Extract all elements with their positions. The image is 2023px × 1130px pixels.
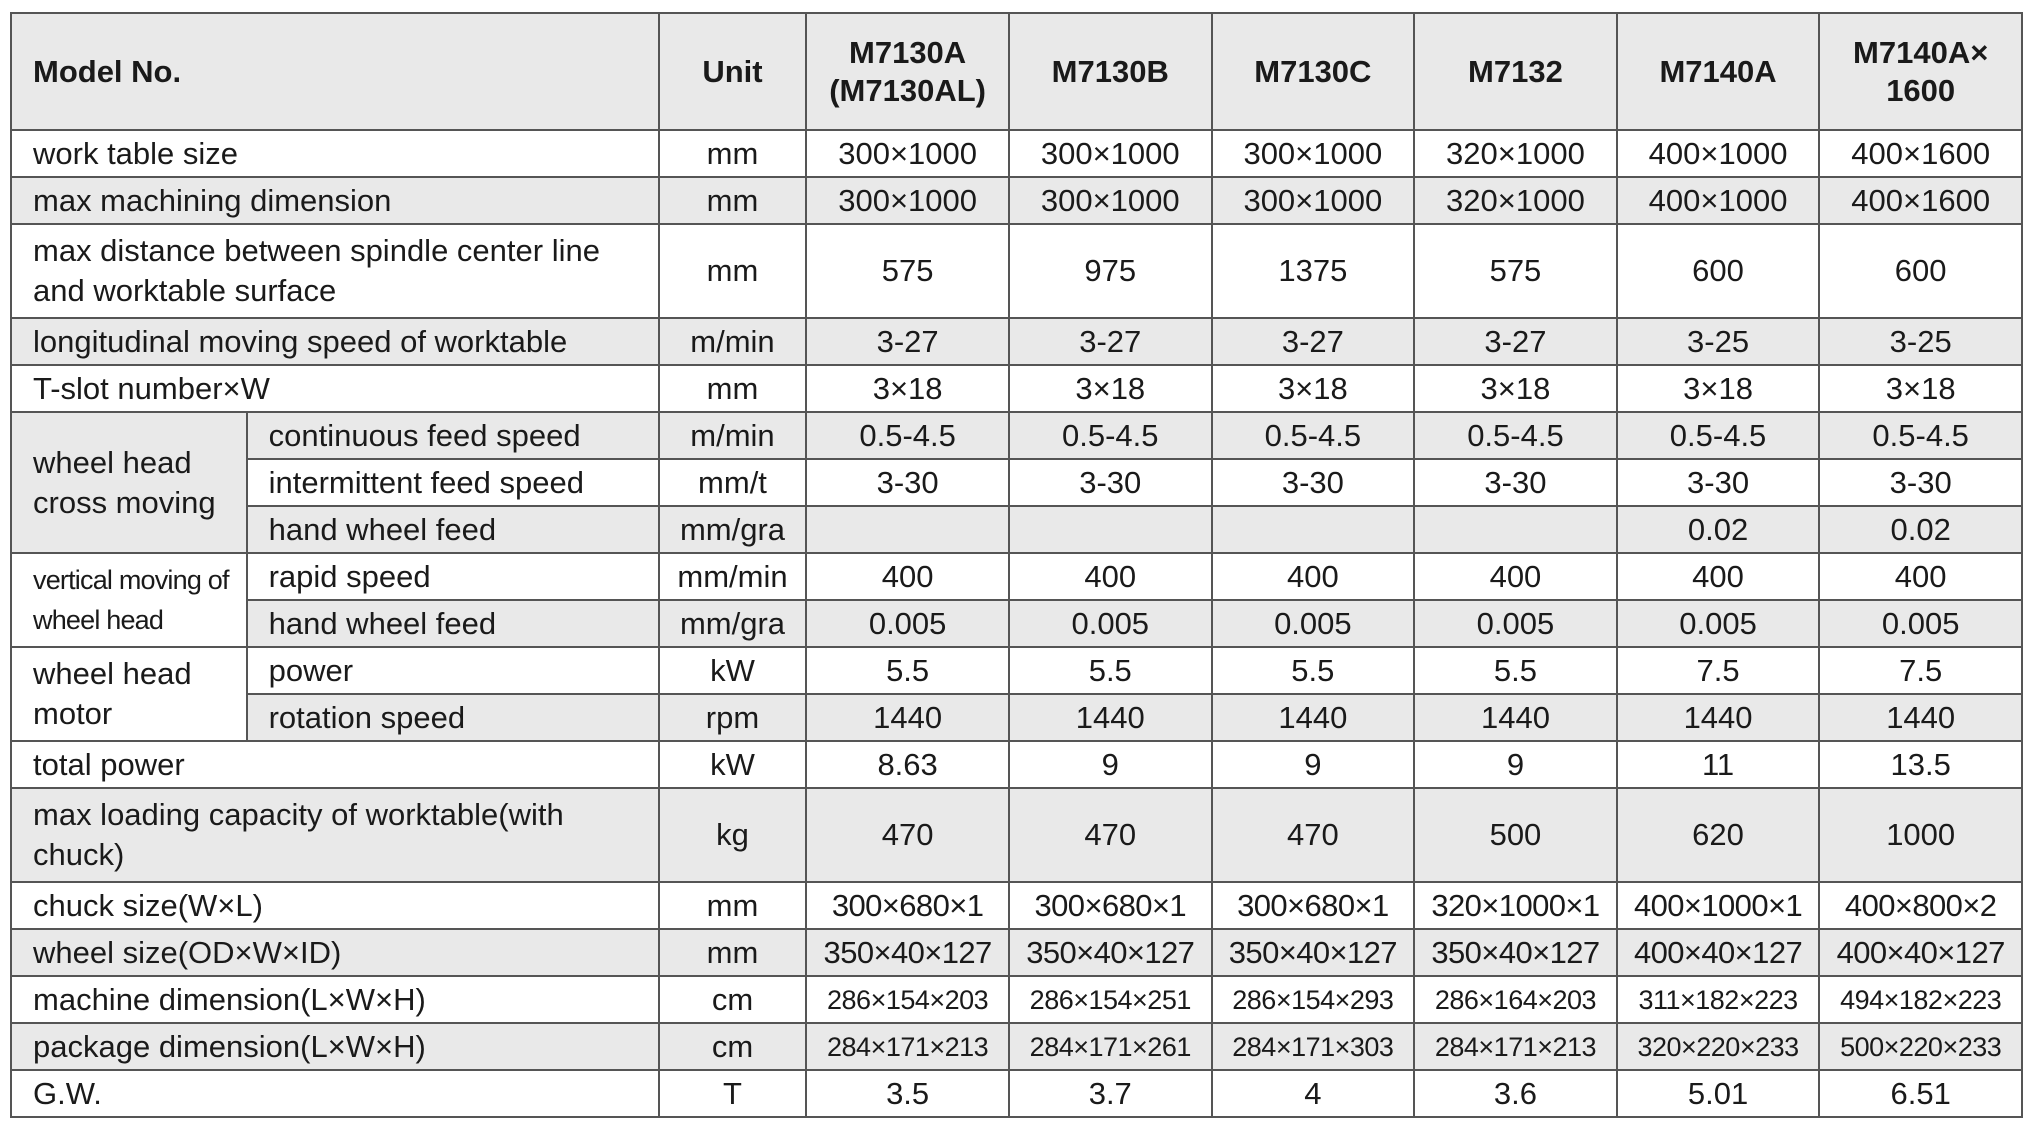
- value-cell: 0.5-4.5: [1212, 412, 1415, 459]
- row-unit: mm: [659, 365, 807, 412]
- row-label: wheel size(OD×W×ID): [11, 929, 659, 976]
- value-cell: 9: [1212, 741, 1415, 788]
- value-cell: 284×171×213: [1414, 1023, 1617, 1070]
- value-cell: 3-30: [806, 459, 1009, 506]
- row-unit: mm: [659, 882, 807, 929]
- row-label: max loading capacity of worktable(with chuck): [11, 788, 659, 882]
- value-cell: 3-30: [1009, 459, 1212, 506]
- value-cell: 286×154×251: [1009, 976, 1212, 1023]
- value-cell: 0.005: [1009, 600, 1212, 647]
- row-unit: m/min: [659, 412, 807, 459]
- group-label: vertical moving of wheel head: [11, 553, 247, 647]
- row-label: chuck size(W×L): [11, 882, 659, 929]
- row-label: rapid speed: [247, 553, 659, 600]
- value-cell: 400×1000×1: [1617, 882, 1820, 929]
- value-cell: 5.5: [1212, 647, 1415, 694]
- table-row: [11, 224, 2022, 318]
- value-cell: 320×1000: [1414, 130, 1617, 177]
- value-cell: 286×164×203: [1414, 976, 1617, 1023]
- table-row: [11, 177, 2022, 224]
- row-unit: kW: [659, 741, 807, 788]
- value-cell: [1414, 506, 1617, 553]
- row-unit: kg: [659, 788, 807, 882]
- table-row: [11, 647, 2022, 694]
- value-cell: 300×1000: [1009, 130, 1212, 177]
- row-unit: mm/gra: [659, 506, 807, 553]
- unit-header: Unit: [659, 13, 807, 130]
- table-row: [11, 788, 2022, 882]
- spec-table-body: [11, 13, 2022, 1117]
- value-cell: 5.01: [1617, 1070, 1820, 1117]
- model-header: M7140A× 1600: [1819, 13, 2022, 130]
- row-unit: m/min: [659, 318, 807, 365]
- row-label: max machining dimension: [11, 177, 659, 224]
- value-cell: 600: [1819, 224, 2022, 318]
- value-cell: 3.5: [806, 1070, 1009, 1117]
- row-unit: mm/t: [659, 459, 807, 506]
- value-cell: 13.5: [1819, 741, 2022, 788]
- row-label: intermittent feed speed: [247, 459, 659, 506]
- value-cell: 6.51: [1819, 1070, 2022, 1117]
- value-cell: 400×1000: [1617, 177, 1820, 224]
- row-label: rotation speed: [247, 694, 659, 741]
- value-cell: 9: [1009, 741, 1212, 788]
- row-label: continuous feed speed: [247, 412, 659, 459]
- table-row: [11, 412, 2022, 459]
- row-unit: mm: [659, 929, 807, 976]
- value-cell: 3×18: [1414, 365, 1617, 412]
- value-cell: 300×680×1: [806, 882, 1009, 929]
- row-label: machine dimension(L×W×H): [11, 976, 659, 1023]
- value-cell: [1212, 506, 1415, 553]
- value-cell: 400: [1617, 553, 1820, 600]
- value-cell: 286×154×293: [1212, 976, 1415, 1023]
- value-cell: 0.5-4.5: [806, 412, 1009, 459]
- value-cell: 0.02: [1617, 506, 1820, 553]
- value-cell: 7.5: [1617, 647, 1820, 694]
- value-cell: 600: [1617, 224, 1820, 318]
- value-cell: 3-27: [1009, 318, 1212, 365]
- row-unit: mm: [659, 130, 807, 177]
- table-row: [11, 1023, 2022, 1070]
- value-cell: 1440: [1617, 694, 1820, 741]
- value-cell: 9: [1414, 741, 1617, 788]
- value-cell: 400×1600: [1819, 177, 2022, 224]
- value-cell: 350×40×127: [1212, 929, 1415, 976]
- value-cell: 3-30: [1819, 459, 2022, 506]
- row-unit: mm/gra: [659, 600, 807, 647]
- table-row: [11, 600, 2022, 647]
- value-cell: 1440: [806, 694, 1009, 741]
- value-cell: 300×1000: [806, 177, 1009, 224]
- value-cell: 320×220×233: [1617, 1023, 1820, 1070]
- value-cell: 400×1000: [1617, 130, 1820, 177]
- value-cell: 0.5-4.5: [1819, 412, 2022, 459]
- table-row: [11, 1070, 2022, 1117]
- table-row: [11, 506, 2022, 553]
- row-unit: cm: [659, 976, 807, 1023]
- value-cell: 3×18: [1819, 365, 2022, 412]
- value-cell: 975: [1009, 224, 1212, 318]
- row-label: work table size: [11, 130, 659, 177]
- model-header: M7132: [1414, 13, 1617, 130]
- value-cell: 400×40×127: [1819, 929, 2022, 976]
- table-row: [11, 318, 2022, 365]
- value-cell: 5.5: [806, 647, 1009, 694]
- value-cell: 470: [1212, 788, 1415, 882]
- row-unit: mm/min: [659, 553, 807, 600]
- value-cell: 400×40×127: [1617, 929, 1820, 976]
- model-header: M7130B: [1009, 13, 1212, 130]
- value-cell: 0.005: [1212, 600, 1415, 647]
- value-cell: 300×1000: [1009, 177, 1212, 224]
- value-cell: 0.5-4.5: [1617, 412, 1820, 459]
- row-label: max distance between spindle center line and worktable surface: [11, 224, 659, 318]
- row-unit: cm: [659, 1023, 807, 1070]
- value-cell: 620: [1617, 788, 1820, 882]
- model-header: M7140A: [1617, 13, 1820, 130]
- value-cell: 470: [806, 788, 1009, 882]
- value-cell: 1440: [1212, 694, 1415, 741]
- value-cell: 3.6: [1414, 1070, 1617, 1117]
- value-cell: 1000: [1819, 788, 2022, 882]
- value-cell: [1009, 506, 1212, 553]
- value-cell: 300×680×1: [1009, 882, 1212, 929]
- value-cell: 575: [806, 224, 1009, 318]
- table-row: [11, 694, 2022, 741]
- value-cell: 0.005: [806, 600, 1009, 647]
- value-cell: 1375: [1212, 224, 1415, 318]
- row-label: power: [247, 647, 659, 694]
- value-cell: 311×182×223: [1617, 976, 1820, 1023]
- value-cell: 400×800×2: [1819, 882, 2022, 929]
- value-cell: 0.5-4.5: [1414, 412, 1617, 459]
- row-unit: kW: [659, 647, 807, 694]
- value-cell: 284×171×261: [1009, 1023, 1212, 1070]
- row-label: hand wheel feed: [247, 600, 659, 647]
- value-cell: 3×18: [1009, 365, 1212, 412]
- value-cell: 3-27: [806, 318, 1009, 365]
- value-cell: 350×40×127: [1009, 929, 1212, 976]
- value-cell: 3-30: [1212, 459, 1415, 506]
- table-row: [11, 741, 2022, 788]
- value-cell: 5.5: [1009, 647, 1212, 694]
- table-row: [11, 882, 2022, 929]
- value-cell: 0.005: [1617, 600, 1820, 647]
- row-label: G.W.: [11, 1070, 659, 1117]
- row-label: hand wheel feed: [247, 506, 659, 553]
- table-row: [11, 459, 2022, 506]
- model-header: M7130A (M7130AL): [806, 13, 1009, 130]
- value-cell: 400: [1212, 553, 1415, 600]
- value-cell: 8.63: [806, 741, 1009, 788]
- value-cell: 320×1000×1: [1414, 882, 1617, 929]
- value-cell: 575: [1414, 224, 1617, 318]
- value-cell: 350×40×127: [1414, 929, 1617, 976]
- value-cell: 400: [1009, 553, 1212, 600]
- value-cell: 3-27: [1414, 318, 1617, 365]
- row-label: T-slot number×W: [11, 365, 659, 412]
- model-header: M7130C: [1212, 13, 1415, 130]
- value-cell: 3-30: [1617, 459, 1820, 506]
- value-cell: 11: [1617, 741, 1820, 788]
- value-cell: 3×18: [1212, 365, 1415, 412]
- value-cell: 350×40×127: [806, 929, 1009, 976]
- value-cell: 300×1000: [1212, 130, 1415, 177]
- table-row: [11, 553, 2022, 600]
- row-label: longitudinal moving speed of worktable: [11, 318, 659, 365]
- value-cell: 286×154×203: [806, 976, 1009, 1023]
- table-row: [11, 976, 2022, 1023]
- row-unit: mm: [659, 224, 807, 318]
- value-cell: 494×182×223: [1819, 976, 2022, 1023]
- model-label: Model No.: [11, 13, 659, 130]
- row-unit: mm: [659, 177, 807, 224]
- value-cell: 400: [1414, 553, 1617, 600]
- value-cell: 0.005: [1819, 600, 2022, 647]
- value-cell: 284×171×213: [806, 1023, 1009, 1070]
- value-cell: 320×1000: [1414, 177, 1617, 224]
- table-row: [11, 929, 2022, 976]
- value-cell: 3-27: [1212, 318, 1415, 365]
- row-label: total power: [11, 741, 659, 788]
- table-row: [11, 365, 2022, 412]
- value-cell: 0.005: [1414, 600, 1617, 647]
- value-cell: 300×680×1: [1212, 882, 1415, 929]
- group-label: wheel head cross moving: [11, 412, 247, 553]
- value-cell: [806, 506, 1009, 553]
- value-cell: 3-30: [1414, 459, 1617, 506]
- value-cell: 3×18: [1617, 365, 1820, 412]
- value-cell: 500×220×233: [1819, 1023, 2022, 1070]
- value-cell: 1440: [1009, 694, 1212, 741]
- value-cell: 1440: [1819, 694, 2022, 741]
- value-cell: 0.02: [1819, 506, 2022, 553]
- row-unit: rpm: [659, 694, 807, 741]
- value-cell: 500: [1414, 788, 1617, 882]
- row-unit: T: [659, 1070, 807, 1117]
- value-cell: 3-25: [1819, 318, 2022, 365]
- group-label: wheel head motor: [11, 647, 247, 741]
- table-row: [11, 130, 2022, 177]
- spec-table: [10, 12, 2023, 1118]
- value-cell: 300×1000: [806, 130, 1009, 177]
- value-cell: 470: [1009, 788, 1212, 882]
- row-label: package dimension(L×W×H): [11, 1023, 659, 1070]
- value-cell: 400: [1819, 553, 2022, 600]
- value-cell: 3.7: [1009, 1070, 1212, 1117]
- value-cell: 7.5: [1819, 647, 2022, 694]
- value-cell: 1440: [1414, 694, 1617, 741]
- value-cell: 3×18: [806, 365, 1009, 412]
- value-cell: 4: [1212, 1070, 1415, 1117]
- value-cell: 5.5: [1414, 647, 1617, 694]
- value-cell: 400×1600: [1819, 130, 2022, 177]
- value-cell: 3-25: [1617, 318, 1820, 365]
- header-row: [11, 13, 2022, 130]
- value-cell: 284×171×303: [1212, 1023, 1415, 1070]
- value-cell: 300×1000: [1212, 177, 1415, 224]
- value-cell: 400: [806, 553, 1009, 600]
- value-cell: 0.5-4.5: [1009, 412, 1212, 459]
